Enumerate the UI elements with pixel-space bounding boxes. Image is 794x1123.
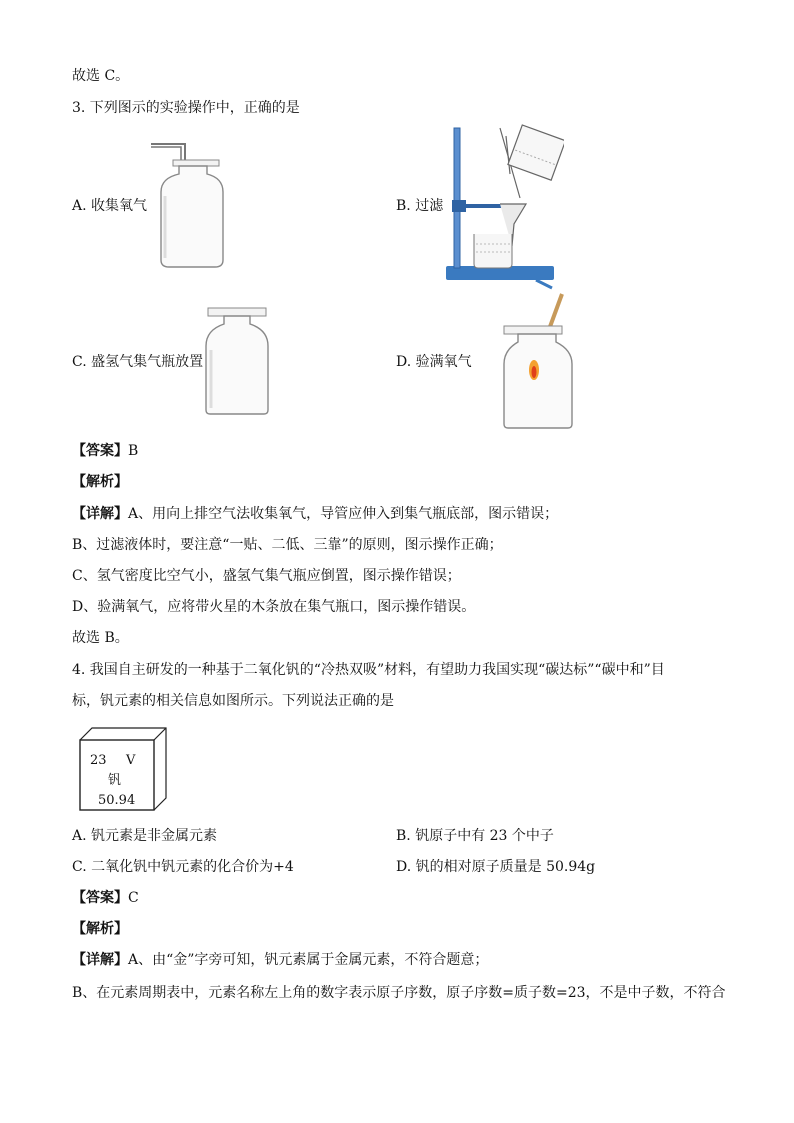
detail-4-b: B、在元素周期表中，元素名称左上角的数字表示原子序数，原子序数=质子数=23，不是中子数，不符合 <box>72 985 726 1001</box>
detail-3-a: 【详解】A、用向上排空气法收集氧气，导管应伸入到集气瓶底部，图示错误； <box>72 506 559 522</box>
gas-collection-bottle-image <box>145 140 227 270</box>
element-symbol: V <box>126 753 136 768</box>
atomic-mass: 50.94 <box>98 793 136 808</box>
question-3-stem: 3. 下列图示的实验操作中，正确的是 <box>72 100 300 116</box>
question-4-stem-line2: 标，钒元素的相关信息如图所示。下列说法正确的是 <box>72 693 394 709</box>
answer-4-row: 【答案】C <box>72 890 139 906</box>
answer-3-row <box>72 441 138 461</box>
analysis-3-tag: 【解析】 <box>72 474 128 490</box>
conclusion-line: 故选 C。 <box>72 68 130 84</box>
atomic-number: 23 <box>90 753 107 768</box>
q3-option-a: A. 收集氧气 <box>72 198 148 214</box>
element-name: 钒 <box>108 773 122 788</box>
q4-option-d: D. 钒的相对原子质量是 50.94g <box>396 859 596 875</box>
detail-4-a: 【详解】A、由“金”字旁可知，钒元素属于金属元素，不符合题意； <box>72 952 489 968</box>
q4-option-b: B. 钒原子中有 23 个中子 <box>396 828 554 844</box>
detail-3-d: D、验满氧气，应将带火星的木条放在集气瓶口，图示操作错误。 <box>72 599 476 615</box>
filtration-apparatus-image <box>440 124 564 290</box>
analysis-4-tag: 【解析】 <box>72 921 128 937</box>
question-4-stem-line1: 4. 我国自主研发的一种基于二氧化钒的“冷热双吸”材料，有望助力我国实现“碳达标”“碳中和”目 <box>72 662 665 678</box>
q3-option-c: C. 盛氢气集气瓶放置 <box>72 354 204 370</box>
conclusion-3: 故选 B。 <box>72 630 129 646</box>
answer-value: B <box>128 443 139 459</box>
q4-option-a: A. 钒元素是非金属元素 <box>72 828 218 844</box>
q3-option-d: D. 验满氧气 <box>396 354 472 370</box>
oxygen-check-image <box>500 292 576 432</box>
q4-option-c: C. 二氧化钒中钒元素的化合价为+4 <box>72 859 294 875</box>
detail-3-b: B、过滤液体时，要注意“一贴、二低、三靠”的原则，图示操作正确； <box>72 537 503 553</box>
q3-option-b: B. 过滤 <box>396 198 444 214</box>
hydrogen-bottle-image <box>202 306 272 416</box>
answer-tag: 【答案】 <box>72 443 128 459</box>
detail-3-c: C、氢气密度比空气小，盛氢气集气瓶应倒置，图示操作错误； <box>72 568 461 584</box>
vanadium-element-card <box>78 726 170 812</box>
